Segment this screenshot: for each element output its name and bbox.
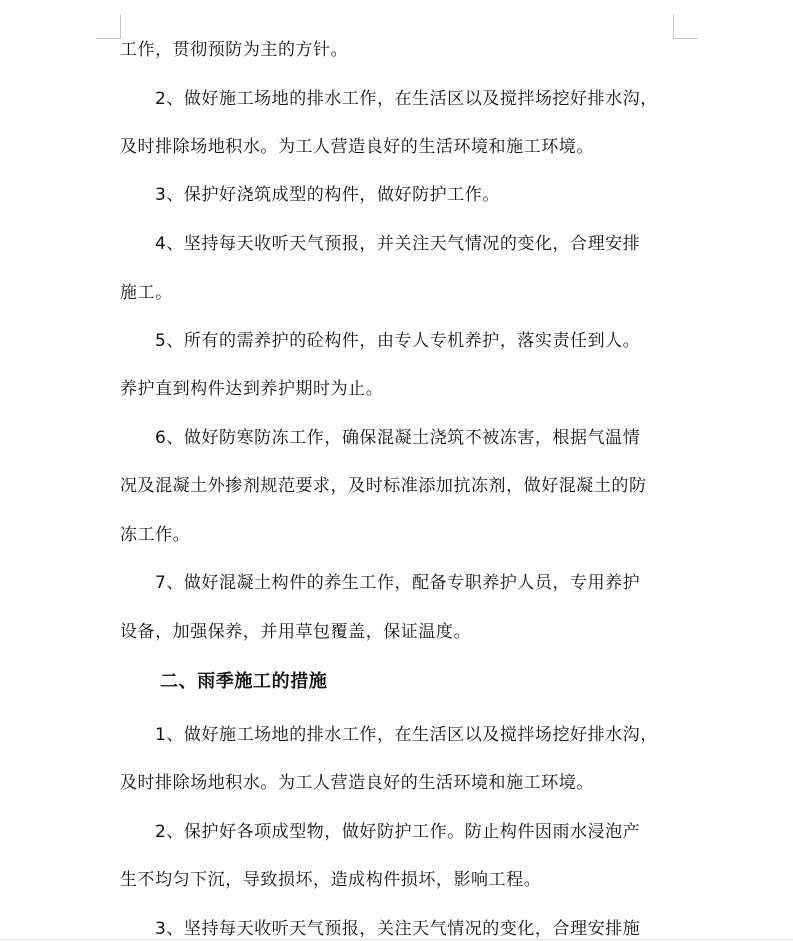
paragraph-line: 3、保护好浇筑成型的构件，做好防护工作。 <box>155 185 500 205</box>
paragraph-line: 2、做好施工场地的排水工作，在生活区以及搅拌场挖好排水沟， <box>155 89 658 109</box>
top-right-crop-mark <box>673 14 698 39</box>
page-bottom-edge <box>0 939 793 940</box>
paragraph-line: 4、坚持每天收听天气预报，并关注天气情况的变化，合理安排 <box>155 234 641 254</box>
paragraph-line: 2、保护好各项成型物，做好防护工作。防止构件因雨水浸泡产 <box>155 822 641 842</box>
top-left-crop-mark <box>96 14 121 39</box>
section-heading: 二、雨季施工的措施 <box>160 671 328 692</box>
paragraph-line: 及时排除场地积水。为工人营造良好的生活环境和施工环境。 <box>120 773 594 793</box>
paragraph-line: 设备，加强保养，并用草包覆盖，保证温度。 <box>120 622 471 642</box>
paragraph-line: 养护直到构件达到养护期时为止。 <box>120 379 384 399</box>
paragraph-line: 5、所有的需养护的砼构件，由专人专机养护，落实责任到人。 <box>155 331 641 351</box>
paragraph-line: 冻工作。 <box>120 525 191 545</box>
paragraph-line: 工作，贯彻预防为主的方针。 <box>120 40 349 60</box>
paragraph-line: 及时排除场地积水。为工人营造良好的生活环境和施工环境。 <box>120 137 594 157</box>
paragraph-line: 3、坚持每天收听天气预报，关注天气情况的变化，合理安排施 <box>155 919 641 939</box>
paragraph-line: 7、做好混凝土构件的养生工作，配备专职养护人员，专用养护 <box>155 573 641 593</box>
paragraph-line: 生不均匀下沉，导致损坏，造成构件损坏，影响工程。 <box>120 870 542 890</box>
paragraph-line: 况及混凝土外掺剂规范要求，及时标准添加抗冻剂，做好混凝土的防 <box>120 476 647 496</box>
paragraph-line: 施工。 <box>120 283 173 303</box>
paragraph-line: 1、做好施工场地的排水工作，在生活区以及搅拌场挖好排水沟， <box>155 725 658 745</box>
paragraph-line: 6、做好防寒防冻工作，确保混凝土浇筑不被冻害，根据气温情 <box>155 428 641 448</box>
